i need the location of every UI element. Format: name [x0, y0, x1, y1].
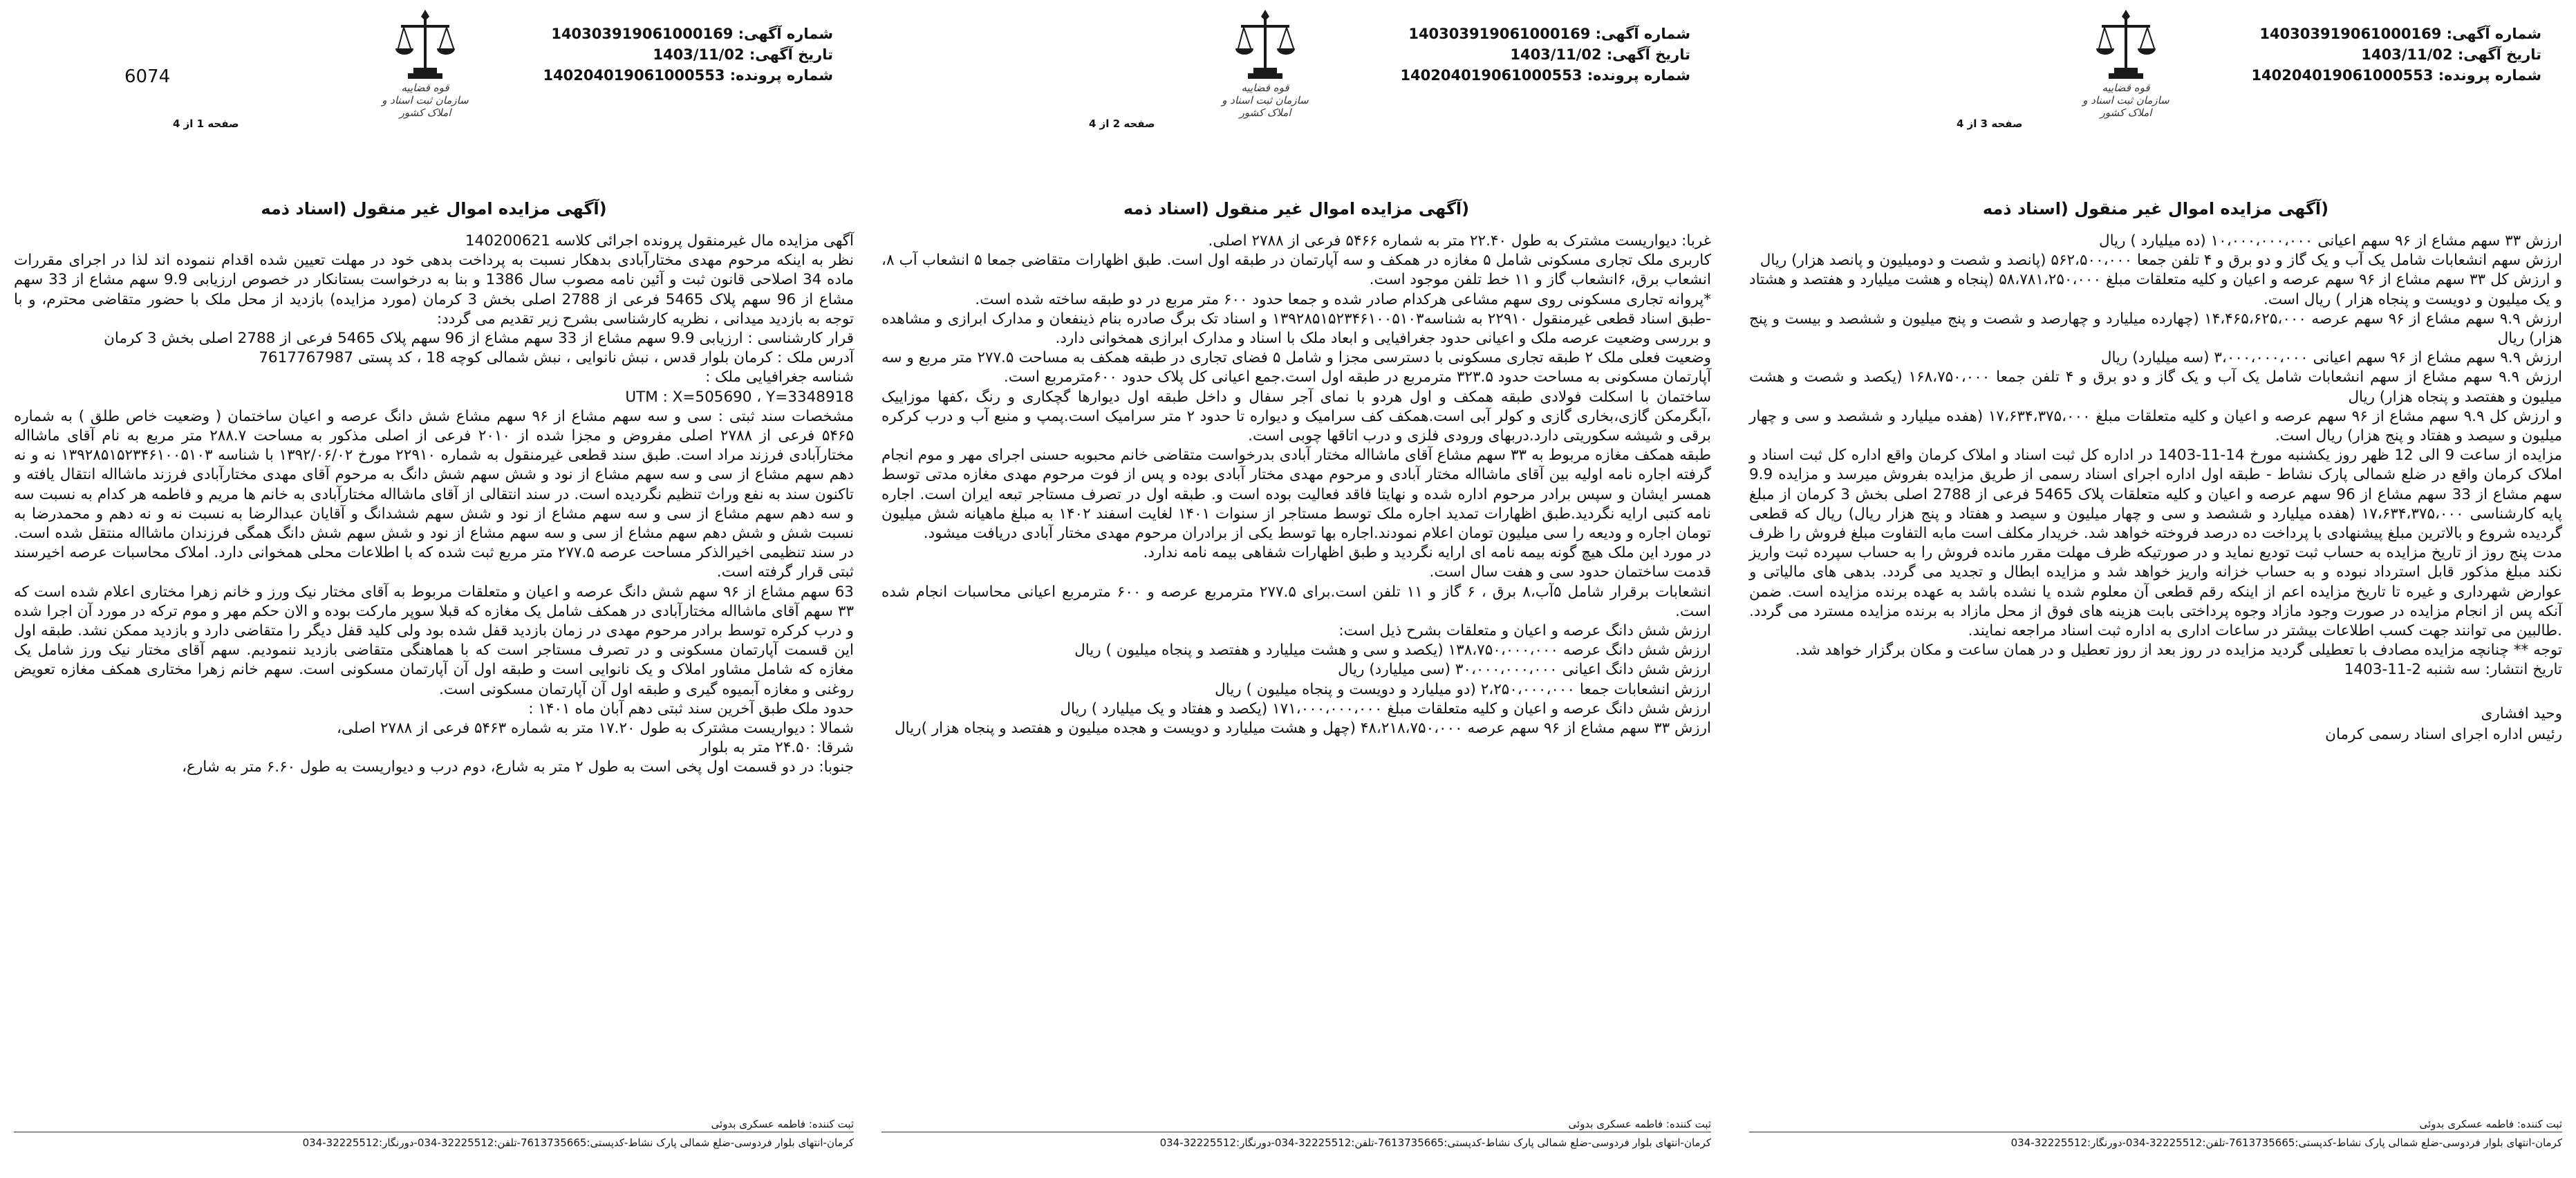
case-number: 140204019061000553: [543, 67, 725, 84]
ad-number: 140303919061000169: [2259, 26, 2442, 42]
office-address: کرمان-انتهای بلوار فردوسی-ضلع شمالی پارک نشاط-کدپستی:7613735665-تلفن:32225512-034-دورنگار:32225512-034: [302, 1137, 854, 1149]
paragraph: و ارزش کل ۳۳ سهم مشاع از ۹۶ سهم عرصه و اعیان و کلیه متعلقات مبلغ ۵۸،۷۸۱،۲۵۰،۰۰۰ (پنجاه و هشت میلیارد و هفتصد و هشتاد و یک میلیون و دویست و پنجاه هزار ) ریال است.: [1749, 271, 2562, 308]
page-1: [0, 0, 868, 1178]
paragraph: جنوبا: در دو قسمت اول پخی است به طول ۲ متر به شارع، دوم درب و دیواریست به طول ۶.۶۰ متر به شارع،: [182, 758, 854, 776]
paragraph: مزایده از ساعت 9 الی 12 ظهر روز یکشنبه مورخ 14-11-1403 در اداره کل ثبت اسناد و املاک کرمان واقع اداره کل ثبت اسناد و املاک کرمان واقع در ضلع شمالی پارک نشاط - طبقه اول اداره اجرای اسناد رسمی از طریق مزایده بفروش میرسد و مزایده 9.9 سهم مشاع از 33 سهم مشاع از 96 سهم عرصه و اعیان و کلیه متعلقات پلاک 5465 فرعی از 2788 اصلی بخش 3 کرمان از مبلغ پایه کارشناسی ۱۷،۶۳۴،۳۷۵،۰۰۰ (هفده میلیارد و ششصد و سی و چهار میلیون و سیصد و هفتاد و پنج هزار ریال) ریال که قطعی گردیده شروع و بالاترین مبلغ پیشنهادی با پرداخت ده درصد فروخته خواهد شد. خریدار مکلف است مابه التفاوت مبلغ فروش را ظرف مدت پنج روز از تاریخ مزایده به حساب ثبت تودیع نماید و در صورتیکه ظرف مهلت مقرر مانده فروش را به حساب سپرده ثبت واریز نکند مبلغ مذکور قابل استرداد نبوده و به حساب خزانه واریز خواهد شد و مزایده ابطال و تجدید می گردد. بدهی های مالیاتی و عوارض شهرداری و غیره تا تاریخ مزایده اعم از اینکه رقم قطعی آن معلوم شده یا نشده باشد به عهده برنده مزایده است. ضمن آنکه پس از انجام مزایده در صورت وجود مازاد وجوه پرداختی بابت هزینه های فوق از محل مازاد به برنده مزایده مسترد می گردد. .طالبین می توانند جهت کسب اطلاعات بیشتر در ساعات اداری به اداره ثبت اسناد مراجعه نمایند.: [1749, 447, 2562, 640]
case-number-label: شماره پرونده:: [2438, 67, 2541, 84]
org-line-1: قوه قضاییه: [2102, 82, 2150, 94]
page-header: [1749, 0, 2562, 162]
page-footer: [881, 1116, 1711, 1150]
ad-number-label: شماره آگهی:: [2446, 26, 2541, 42]
case-number-label: شماره پرونده:: [729, 67, 833, 84]
paragraph: طبقه همکف مغازه مربوط به ۳۳ سهم مشاع آقای ماشااله مختار آبادی بدرخواست متقاضی خانم محبوبه حسنی اجرای مهر و موم انجام گرفته اجاره نامه اولیه بین آقای ماشااله مختار آبادی و مرحوم مهدی مختار آبادی بوده و پس از فوت مرحوم مهدی مغازه مدتی توسط همسر ایشان و سپس برادر مرحوم اداره شده و نهایتا فاقد فعالیت بوده است و. طبقه اول در تصرف مستاجر تبعه ایران است. اجاره نامه کتبی ارایه نگردید.طبق اظهارات تمدید اجاره ملک توسط مستاجر از سنوات ۱۴۰۱ لغایت اسفند ۱۴۰۲ به مبلغ ماهیانه شش میلیون تومان اجاره و ودیعه را سی میلیون تومان اعلام نمودند.اجاره بها توسط یکی از برادران مرحوم مهدی مختار آبادی دریافت میشود.: [881, 447, 1712, 543]
paragraph: ارزش انشعابات جمعا ۲،۲۵۰،۰۰۰،۰۰۰ (دو میلیارد و دویست و پنجاه میلیون ) ریال: [1215, 680, 1711, 698]
paragraph: توجه ** چنانچه مزایده مصادف با تعطیلی گردید مزایده در روز بعد از روز تعطیل و در همان ساعت و مکان برگزار خواهد شد.: [1795, 642, 2562, 660]
ad-date-label: تاریخ آگهی:: [1606, 46, 1690, 63]
page-header: [14, 0, 854, 162]
paragraph: 63 سهم مشاع از ۹۶ سهم شش دانگ عرصه و اعیان و متعلقات مربوط به آقای مختار نیک ورز و خانم زهرا مختاری اعلام شده است که ۳۳ سهم آقای ماشااله مختارآبادی در همکف شامل یک مغازه که قبلا سوپر مارکت بوده و الان حکم مهر و موم ترکه در مورد آن اجرا شده و درب کرکره توسط برادر مرحوم مهدی در زمان بازدید قفل شده بود ولی کلید قفل دیگر را متقاضی دارد و بازدید ممکن نشد. طبقه اول این قسمت آپارتمان مسکونی و در تصرف مستاجر است که با هماهنگی متقاضی بازدید ننمودیم. سهم آقای مختار نیک ورز شامل یک مغازه که شامل مشاور املاک و یک نانوایی است و طبقه اول آن آپارتمان مسکونی است. سهم خانم زهرا مختاری همکف مغازه تعویض روغنی و مغازه آبمیوه گیری و طبقه اول آن آپارتمان مسکونی است.: [14, 583, 854, 698]
notice-body: [1749, 232, 2562, 680]
paragraph: ارزش ۳۳ سهم مشاع از ۹۶ سهم عرصه ۴۸،۲۱۸،۷۵۰،۰۰۰ (چهل و هشت میلیارد و دویست و هجده میلیون و هفتصد و پنجاه هزار )ریال: [895, 720, 1711, 738]
paragraph: و ارزش کل ۹.۹ سهم مشاع از ۹۶ سهم عرصه و اعیان و کلیه متعلقات مبلغ ۱۷،۶۳۴،۳۷۵،۰۰۰ (هفده میلیارد و ششصد و سی و چهار میلیون و سیصد و هفتاد و پنج هزار) ریال است.: [1749, 407, 2562, 445]
reference-number: 6074: [124, 66, 171, 87]
paragraph: آگهی مزایده مال غیرمنقول پرونده اجرائی کلاسه 140200621: [465, 232, 854, 250]
ad-date-label: تاریخ آگهی:: [2457, 46, 2541, 63]
page-number: صفحه 1 از 4: [173, 118, 239, 130]
paragraph: ارزش شش دانگ عرصه و اعیان و کلیه متعلقات مبلغ ۱۷۱،۰۰۰،۰۰۰،۰۰۰ (یکصد و هفتاد و یک میلیارد ) ریال: [1060, 700, 1711, 718]
page-footer: [1749, 1116, 2562, 1150]
notice-title: (آگهی مزایده اموال غیر منقول (اسناد ذمه: [1123, 199, 1470, 218]
paragraph: ارزش ۹.۹ سهم مشاع از ۹۶ سهم عرصه ۱۴،۴۶۵،۶۲۵،۰۰۰ (چهارده میلیارد و چهارصد و شصت و پنج میلیون و ششصد و بیست و پنج هزار) ریال: [1749, 310, 2562, 348]
publish-date: تاریخ انتشار: سه شنبه 2-11-1403: [2344, 661, 2562, 679]
ad-number: 140303919061000169: [1408, 26, 1591, 42]
paragraph: انشعابات برقرار شامل ۵آب،۸ برق ، ۶ گاز و ۱۱ تلفن است.برای ۲۷۷.۵ مترمربع عرصه و ۶۰۰ مترمربع اعیانی محاسبات انجام شده است.: [881, 583, 1712, 620]
registrar: ثبت کننده: فاطمه عسکری بدوئی: [711, 1118, 854, 1130]
registrar: ثبت کننده: فاطمه عسکری بدوئی: [1568, 1118, 1711, 1130]
ad-date: 1403/11/02: [653, 46, 745, 63]
ad-number: 140303919061000169: [551, 26, 734, 42]
paragraph: آدرس ملک : کرمان بلوار قدس ، نبش نانوایی ، نبش شمالی کوچه 18 ، کد پستی 7617767987: [259, 349, 854, 367]
page-header: [881, 0, 1711, 162]
ad-number-label: شماره آگهی:: [738, 26, 833, 42]
ad-meta: [1400, 24, 1690, 86]
paragraph: ارزش شش دانگ عرصه ۱۳۸،۷۵۰،۰۰۰،۰۰۰ (یکصد و سی و هشت میلیارد و هفتصد و پنجاه میلیون ) ریال: [1074, 642, 1711, 660]
org-line-1: قوه قضاییه: [401, 82, 449, 94]
org-line-2: سازمان ثبت اسناد و املاک کشور: [1222, 94, 1309, 119]
registrar: ثبت کننده: فاطمه عسکری بدوئی: [2419, 1118, 2562, 1130]
org-line-2: سازمان ثبت اسناد و املاک کشور: [2082, 94, 2169, 119]
org-line-1: قوه قضاییه: [1241, 82, 1289, 94]
paragraph: ارزش سهم انشعابات شامل یک آب و یک گاز و دو برق و ۴ تلفن جمعا ۵۶۲،۵۰۰،۰۰۰ (پانصد و شصت و دومیلیون و پانصد هزار) ریال: [1760, 252, 2562, 270]
ad-date: 1403/11/02: [1510, 46, 1602, 63]
paragraph: در مورد این ملک هیچ گونه بیمه نامه ای ارایه نگردید و طبق اظهارات شفاهی بیمه نامه ندارد.: [1143, 544, 1711, 562]
page-number: صفحه 3 از 4: [1957, 118, 2023, 130]
office-address: کرمان-انتهای بلوار فردوسی-ضلع شمالی پارک نشاط-کدپستی:7613735665-تلفن:32225512-034-دورنگار:32225512-034: [1159, 1137, 1711, 1149]
ad-meta: [543, 24, 833, 86]
org-line-2: سازمان ثبت اسناد و املاک کشور: [382, 94, 469, 119]
page-number: صفحه 2 از 4: [1089, 118, 1155, 130]
notice-body: [881, 232, 1711, 738]
paragraph: -طبق اسناد قطعی غیرمنقول ۲۲۹۱۰ به شناسه۱۳۹۲۸۵۱۵۲۳۴۶۱۰۰۵۱۰۳ و اسناد تک برگ صادره بنام ذینفعان و مدارک ابرازی و مشاهده و بررسی وضعیت عرصه ملک و اعیانی حدود جغرافیایی و ابعاد ملک با اسناد و مدارک ابرازی همخوانی دارد.: [881, 310, 1711, 348]
paragraph: ارزش شش دانگ عرصه و اعیان و متعلقات بشرح ذیل است:: [1338, 622, 1711, 640]
page-2: [868, 0, 1725, 1178]
paragraph: *پروانه تجاری مسکونی روی سهم مشاعی هرکدام صادر شده و جمعا حدود ۶۰۰ متر مربع در دو طبقه ساخته شده است.: [975, 290, 1711, 308]
paragraph: ارزش ۹.۹ سهم مشاع از ۹۶ سهم اعیانی ۳،۰۰۰،۰۰۰،۰۰۰ (سه میلیارد) ریال: [2100, 349, 2562, 367]
paragraph: شناسه جغرافیایی ملک :: [705, 368, 854, 386]
ad-meta: [2251, 24, 2541, 86]
ad-date: 1403/11/02: [2361, 46, 2453, 63]
paragraph: ارزش شش دانگ اعیانی ۳۰،۰۰۰،۰۰۰،۰۰۰ (سی میلیارد) ریال: [1338, 661, 1711, 679]
paragraph: نظر به اینکه مرحوم مهدی مختارآبادی بدهکار نسبت به پرداخت بدهی خود در مهلت تعیین شده اقدام ننموده اند لذا در اجرای مقررات ماده 34 اصلاحی قانون ثبت و آئین نامه مصوب سال 1386 و بنا به درخواست بستانکار در خصوص ارزیابی 9.9 سهم مشاع از 33 سهم مشاع از 96 سهم پلاک 5465 فرعی از 2788 اصلی بخش 3 کرمان (مورد مزایده) بازدید از محل ملک با حضور متقاضی محترم، و با توجه به بازدید میدانی ، نظریه کارشناسی بشرح زیر تقدیم می گردد:: [14, 252, 854, 328]
notice-title: (آگهی مزایده اموال غیر منقول (اسناد ذمه: [1982, 199, 2329, 218]
paragraph: شرقا: ۲۴.۵۰ متر به بلوار: [700, 739, 854, 757]
utm-coordinates: UTM : X=505690 ، Y=3348918: [625, 388, 854, 406]
scales-of-justice-icon: [1213, 6, 1317, 137]
scales-of-justice-icon: [2074, 6, 2178, 137]
page-footer: [14, 1116, 854, 1150]
paragraph: قدمت ساختمان حدود سی و هفت سال است.: [1429, 563, 1711, 581]
paragraph: شمالا : دیواریست مشترک به طول ۱۷.۲۰ متر به شماره ۵۴۶۳ فرعی از ۲۷۸۸ اصلی،: [336, 720, 854, 738]
paragraph: کاربری ملک تجاری مسکونی شامل ۵ مغازه در همکف و سه آپارتمان در طبقه اول است. طبق اظهارات متقاضی جمعا ۵ انشعاب آب ۸، انشعاب برق، ۶انشعاب گاز و ۱۱ خط تلفن موجود است.: [881, 252, 1711, 289]
signer-name: وحید افشاری: [2481, 704, 2562, 722]
paragraph: ارزش ۳۳ سهم مشاع از ۹۶ سهم اعیانی ۱۰،۰۰۰،۰۰۰،۰۰۰ (ده میلیارد ) ریال: [2098, 232, 2562, 250]
paragraph: قرار کارشناسی : ارزیابی 9.9 سهم مشاع از 33 سهم مشاع از 96 سهم پلاک 5465 فرعی از 2788 اصلی بخش 3 کرمان: [104, 330, 854, 348]
paragraph: وضعیت فعلی ملک ۲ طبقه تجاری مسکونی با دسترسی مجزا و شامل ۵ فضای تجاری در طبقه همکف به مساحت ۲۷۷.۵ متر مربع و سه آپارتمان مسکونی به مساحت حدود ۳۲۳.۵ مترمربع در طبقه اول است.جمع اعیانی کل پلاک حدود ۶۰۰مترمربع است.: [881, 349, 1712, 386]
case-number: 140204019061000553: [2251, 67, 2434, 84]
ad-number-label: شماره آگهی:: [1595, 26, 1690, 42]
paragraph: غربا: دیواریست مشترک به طول ۲۲.۴۰ متر به شماره ۵۴۶۶ فرعی از ۲۷۸۸ اصلی.: [1208, 232, 1711, 250]
paragraph: مشخصات سند ثبتی : سی و سه سهم مشاع از ۹۶ سهم مشاع شش دانگ عرصه و اعیان ساختمان ( وضعیت خاص طلق ) به شماره ۵۴۶۵ فرعی از ۲۷۸۸ اصلی مفروض و مجزا شده از ۲۰۱۰ فرعی از اصلی مذکور به مساحت ۲۸۸.۷ متر مربع به نام آقای ماشااله مختارآبادی فرزند مراد است. طبق سند قطعی غیرمنقول به شماره ۲۲۹۱۰ مورخ ۱۳۹۲/۰۶/۰۲ با شناسه ۱۳۹۲۸۵۱۵۲۳۴۶۱۰۰۵۱۰۳ نه و نه دهم سهم مشاع از سی و سه سهم مشاع از نود و شش سهم شش دانگ به مرحوم آقای مهدی مختارآبادی فرزند ماشااله انتقال یافته و تاکنون سند به نفع وراث تنظیم نگردیده است. در سند انتقالی از آقای ماشااله مختارآبادی به خانم ها مریم و فاطمه هر کدام به نسبت سه و سه دهم سهم مشاع از سی و سه سهم مشاع از نود و شش سهم ششدانگ و آقایان عبدالرضا به نسبت نه و نه دهم و محمدرضا به نسبت شش و شش دهم سهم مشاع از سی و سه سهم مشاع از نود و شش سهم شش دانگ همگی فرزندان ماشااله منتقل شده است. در سند تنظیمی اخیرالذکر مساحت عرصه ۲۷۷.۵ متر مربع ثبت شده که با اطلاعات محلی همخوانی دارد. املاک محاسبات عرصه اخیرسند ثبتی قرار گرفته است.: [14, 407, 855, 581]
case-number-label: شماره پرونده:: [1587, 67, 1690, 84]
paragraph: ارزش ۹.۹ سهم مشاع از سهم انشعابات شامل یک آب و یک گاز و دو برق و ۴ تلفن جمعا ۱۶۸،۷۵۰،۰۰۰ (یکصد و شصت و هشت میلیون و هفتصد و پنجاه هزار) ریال: [1749, 368, 2562, 406]
notice-body: [14, 232, 854, 778]
office-address: کرمان-انتهای بلوار فردوسی-ضلع شمالی پارک نشاط-کدپستی:7613735665-تلفن:32225512-034-دورنگار:32225512-034: [2010, 1137, 2562, 1149]
scales-of-justice-icon: [373, 6, 477, 137]
signer-title: رئیس اداره اجرای اسناد رسمی کرمان: [2325, 725, 2562, 743]
paragraph: حدود ملک طبق آخرین سند ثبتی دهم آبان ماه ۱۴۰۱ :: [528, 700, 854, 718]
ad-date-label: تاریخ آگهی:: [749, 46, 833, 63]
signature-block: [1749, 704, 2562, 745]
case-number: 140204019061000553: [1400, 67, 1583, 84]
notice-title: (آگهی مزایده اموال غیر منقول (اسناد ذمه: [261, 199, 607, 218]
paragraph: ساختمان با اسکلت فولادی طبقه همکف و اول هردو با نمای آجر سفال و داخل طبقه اول دیوارها گچکاری و رنگ ،کفها موزاییک ،آبگرمکن گازی،بخاری گازی و کولر آبی است.همکف کف سرامیک و دیواره تا حدود ۲ متر سرامیک است.پمپ و منبع آب و درب کرکره برقی و شیشه سکوریتی دارد.دربهای ورودی فلزی و درب اتاقها چوبی است.: [881, 388, 1711, 445]
page-3: [1735, 0, 2576, 1178]
